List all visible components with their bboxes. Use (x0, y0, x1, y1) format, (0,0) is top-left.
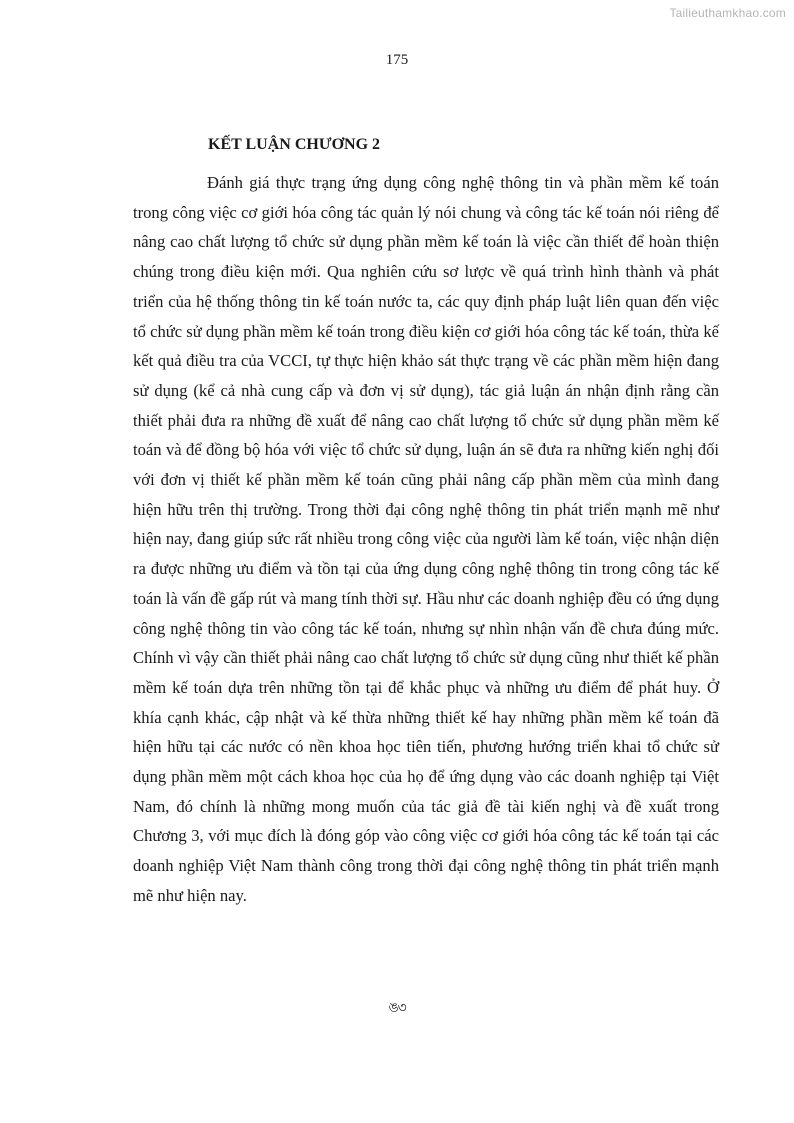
chapter-conclusion-heading: KẾT LUẬN CHƯƠNG 2 (208, 136, 381, 153)
page-number: 175 (385, 52, 409, 68)
end-ornament-icon: ঙ৩ (388, 1001, 406, 1016)
watermark-text: Tailieuthamkhao.com (669, 6, 786, 20)
conclusion-paragraph: Đánh giá thực trạng ứng dụng công nghệ thông tin và phần mềm kế toán trong công việc cơ giới hóa công tác quản lý nói chung và công tác kế toán nói riêng để nâng cao chất lượng tổ chức sử dụng phần mềm kế toán là việc cần thiết để hoàn thiện chúng trong điều kiện mới. Qua nghiên cứu sơ lược về quá trình hình thành và phát triển của hệ thống thông tin kế toán nước ta, các quy định pháp luật liên quan đến việc tổ chức sử dụng phần mềm kế toán trong điều kiện cơ giới hóa công tác kế toán, thừa kế kết quả điều tra của VCCI, tự thực hiện khảo sát thực trạng về các phần mềm hiện đang sử dụng (kể cả nhà cung cấp và đơn vị sử dụng), tác giả luận án nhận định rằng cần thiết phải đưa ra những đề xuất để nâng cao chất lượng tổ chức sử dụng phần mềm kế toán và để đồng bộ hóa với việc tổ chức sử dụng, luận án sẽ đưa ra những kiến nghị đối với đơn vị thiết kế phần mềm kế toán cũng phải nâng cấp phần mềm của mình đang hiện hữu trên thị trường. Trong thời đại công nghệ thông tin phát triển mạnh mẽ như hiện nay, đang giúp sức rất nhiều trong công việc của người làm kế toán, việc nhận diện ra được những ưu điểm và tồn tại của ứng dụng công nghệ thông tin trong công tác kế toán là vấn đề gấp rút và mang tính thời sự. Hầu như các doanh nghiệp đều có ứng dụng công nghệ thông tin vào công tác kế toán, nhưng sự nhìn nhận vấn đề chưa đúng mức. Chính vì vậy cần thiết phải nâng cao chất lượng tổ chức sử dụng cũng như thiết kế phần mềm kế toán dựa trên những tồn tại để khắc phục và những ưu điểm để phát huy. Ở khía cạnh khác, cập nhật và kế thừa những thiết kế hay những phần mềm kế toán đã hiện hữu tại các nước có nền khoa học tiên tiến, phương hướng triển khai tổ chức sử dụng phần mềm một cách khoa học của họ để ứng dụng vào các doanh nghiệp tại Việt Nam, đó chính là những mong muốn của tác giả đề tài kiến nghị và đề xuất trong Chương 3, với mục đích là đóng góp vào công việc cơ giới hóa công tác kế toán tại các doanh nghiệp Việt Nam thành công trong thời đại công nghệ thông tin phát triển mạnh mẽ như hiện nay. (133, 173, 719, 905)
